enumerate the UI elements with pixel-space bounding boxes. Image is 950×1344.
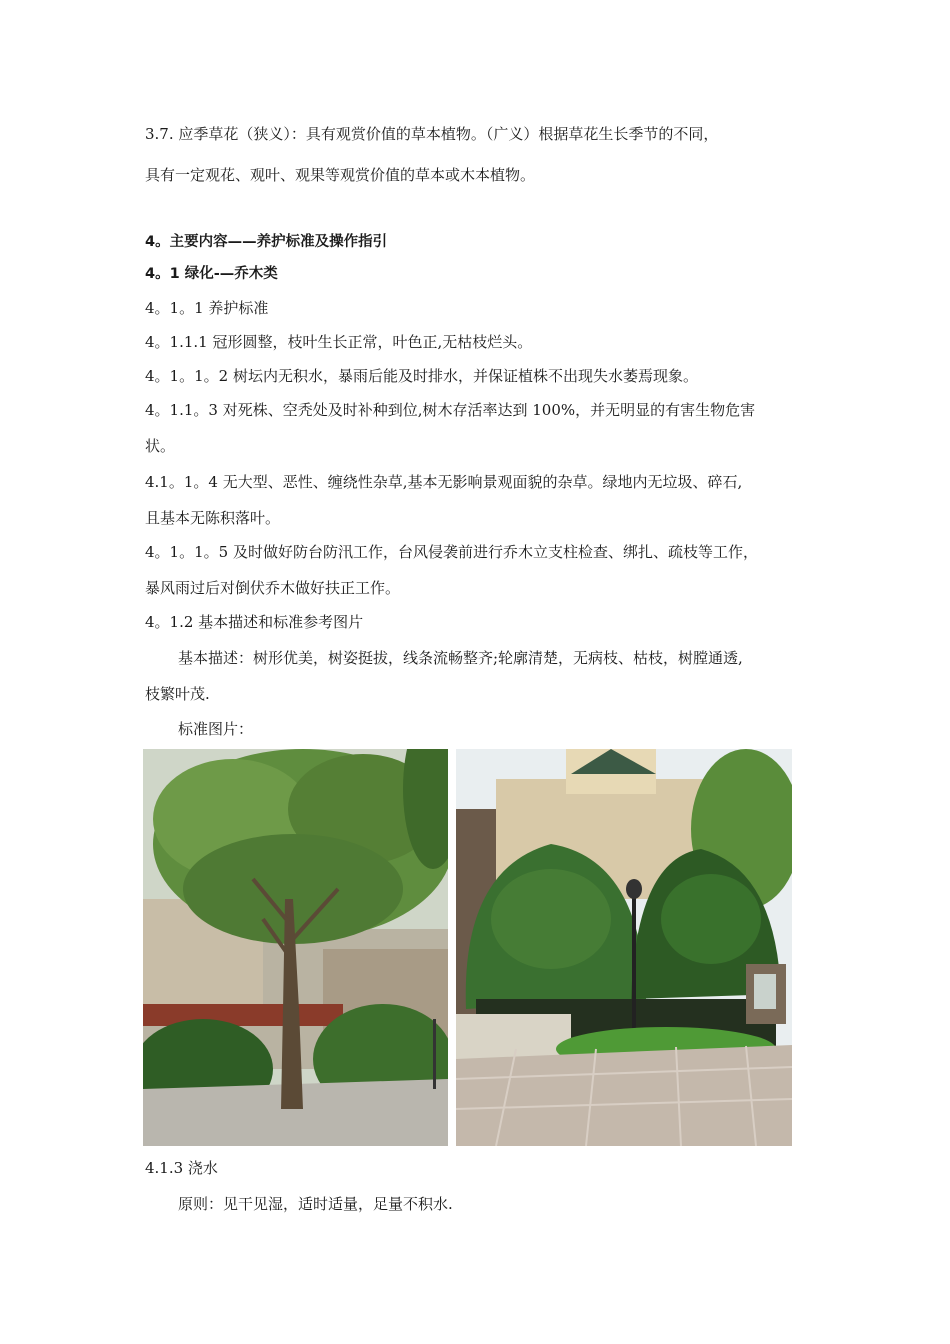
section-4-heading: 4。主要内容——养护标准及操作指引: [145, 234, 388, 250]
item-4-1-1-2: 4。1。1。2 树坛内无积水，暴雨后能及时排水，并保证植株不出现失水萎焉现象。: [145, 367, 698, 385]
watering-principle: 原则：见干见湿，适时适量，足量不积水.: [178, 1195, 453, 1213]
tree-photo-right: [456, 749, 792, 1146]
standard-images-label: 标准图片：: [178, 720, 254, 738]
basic-description-line2: 枝繁叶茂.: [145, 685, 210, 703]
section-4-1-heading: 4。1 绿化-—乔木类: [145, 266, 278, 282]
item-4-1-1-4-line1: 4.1。1。4 无大型、恶性、缠绕性杂草,基本无影响景观面貌的杂草。绿地内无垃圾、碎石,: [145, 473, 743, 491]
item-4-1-1-5-line1: 4。1。1。5 及时做好防台防汛工作，台风侵袭前进行乔木立支柱检查、绑扎、疏枝等工作，: [145, 543, 758, 561]
section-4-1-3-heading: 4.1.3 浇水: [145, 1159, 218, 1177]
definition-3-7-line2: 具有一定观花、观叶、观果等观赏价值的草本或木本植物。: [145, 166, 536, 184]
item-4-1-1-3-line2: 状。: [145, 437, 176, 455]
item-4-1-1-1: 4。1.1.1 冠形圆整，枝叶生长正常，叶色正,无枯枝烂头。: [145, 333, 533, 351]
basic-description-line1: 基本描述：树形优美，树姿挺拔，线条流畅整齐;轮廓清楚，无病枝、枯枝，树膛通透,: [178, 649, 743, 667]
item-4-1-1-3-line1: 4。1.1。3 对死株、空秃处及时补种到位,树木存活率达到 100%，并无明显的有害生物危害: [145, 401, 756, 419]
section-4-1-1-heading: 4。1。1 养护标准: [145, 299, 269, 317]
definition-3-7-line1: 3.7. 应季草花（狭义）：具有观赏价值的草本植物。（广义）根据草花生长季节的不同，: [145, 125, 719, 143]
item-4-1-1-5-line2: 暴风雨过后对倒伏乔木做好扶正工作。: [145, 579, 401, 597]
item-4-1-1-4-line2: 且基本无陈积落叶。: [145, 509, 281, 527]
tree-photo-left: [143, 749, 448, 1146]
section-4-1-2-heading: 4。1.2 基本描述和标准参考图片: [145, 613, 364, 631]
